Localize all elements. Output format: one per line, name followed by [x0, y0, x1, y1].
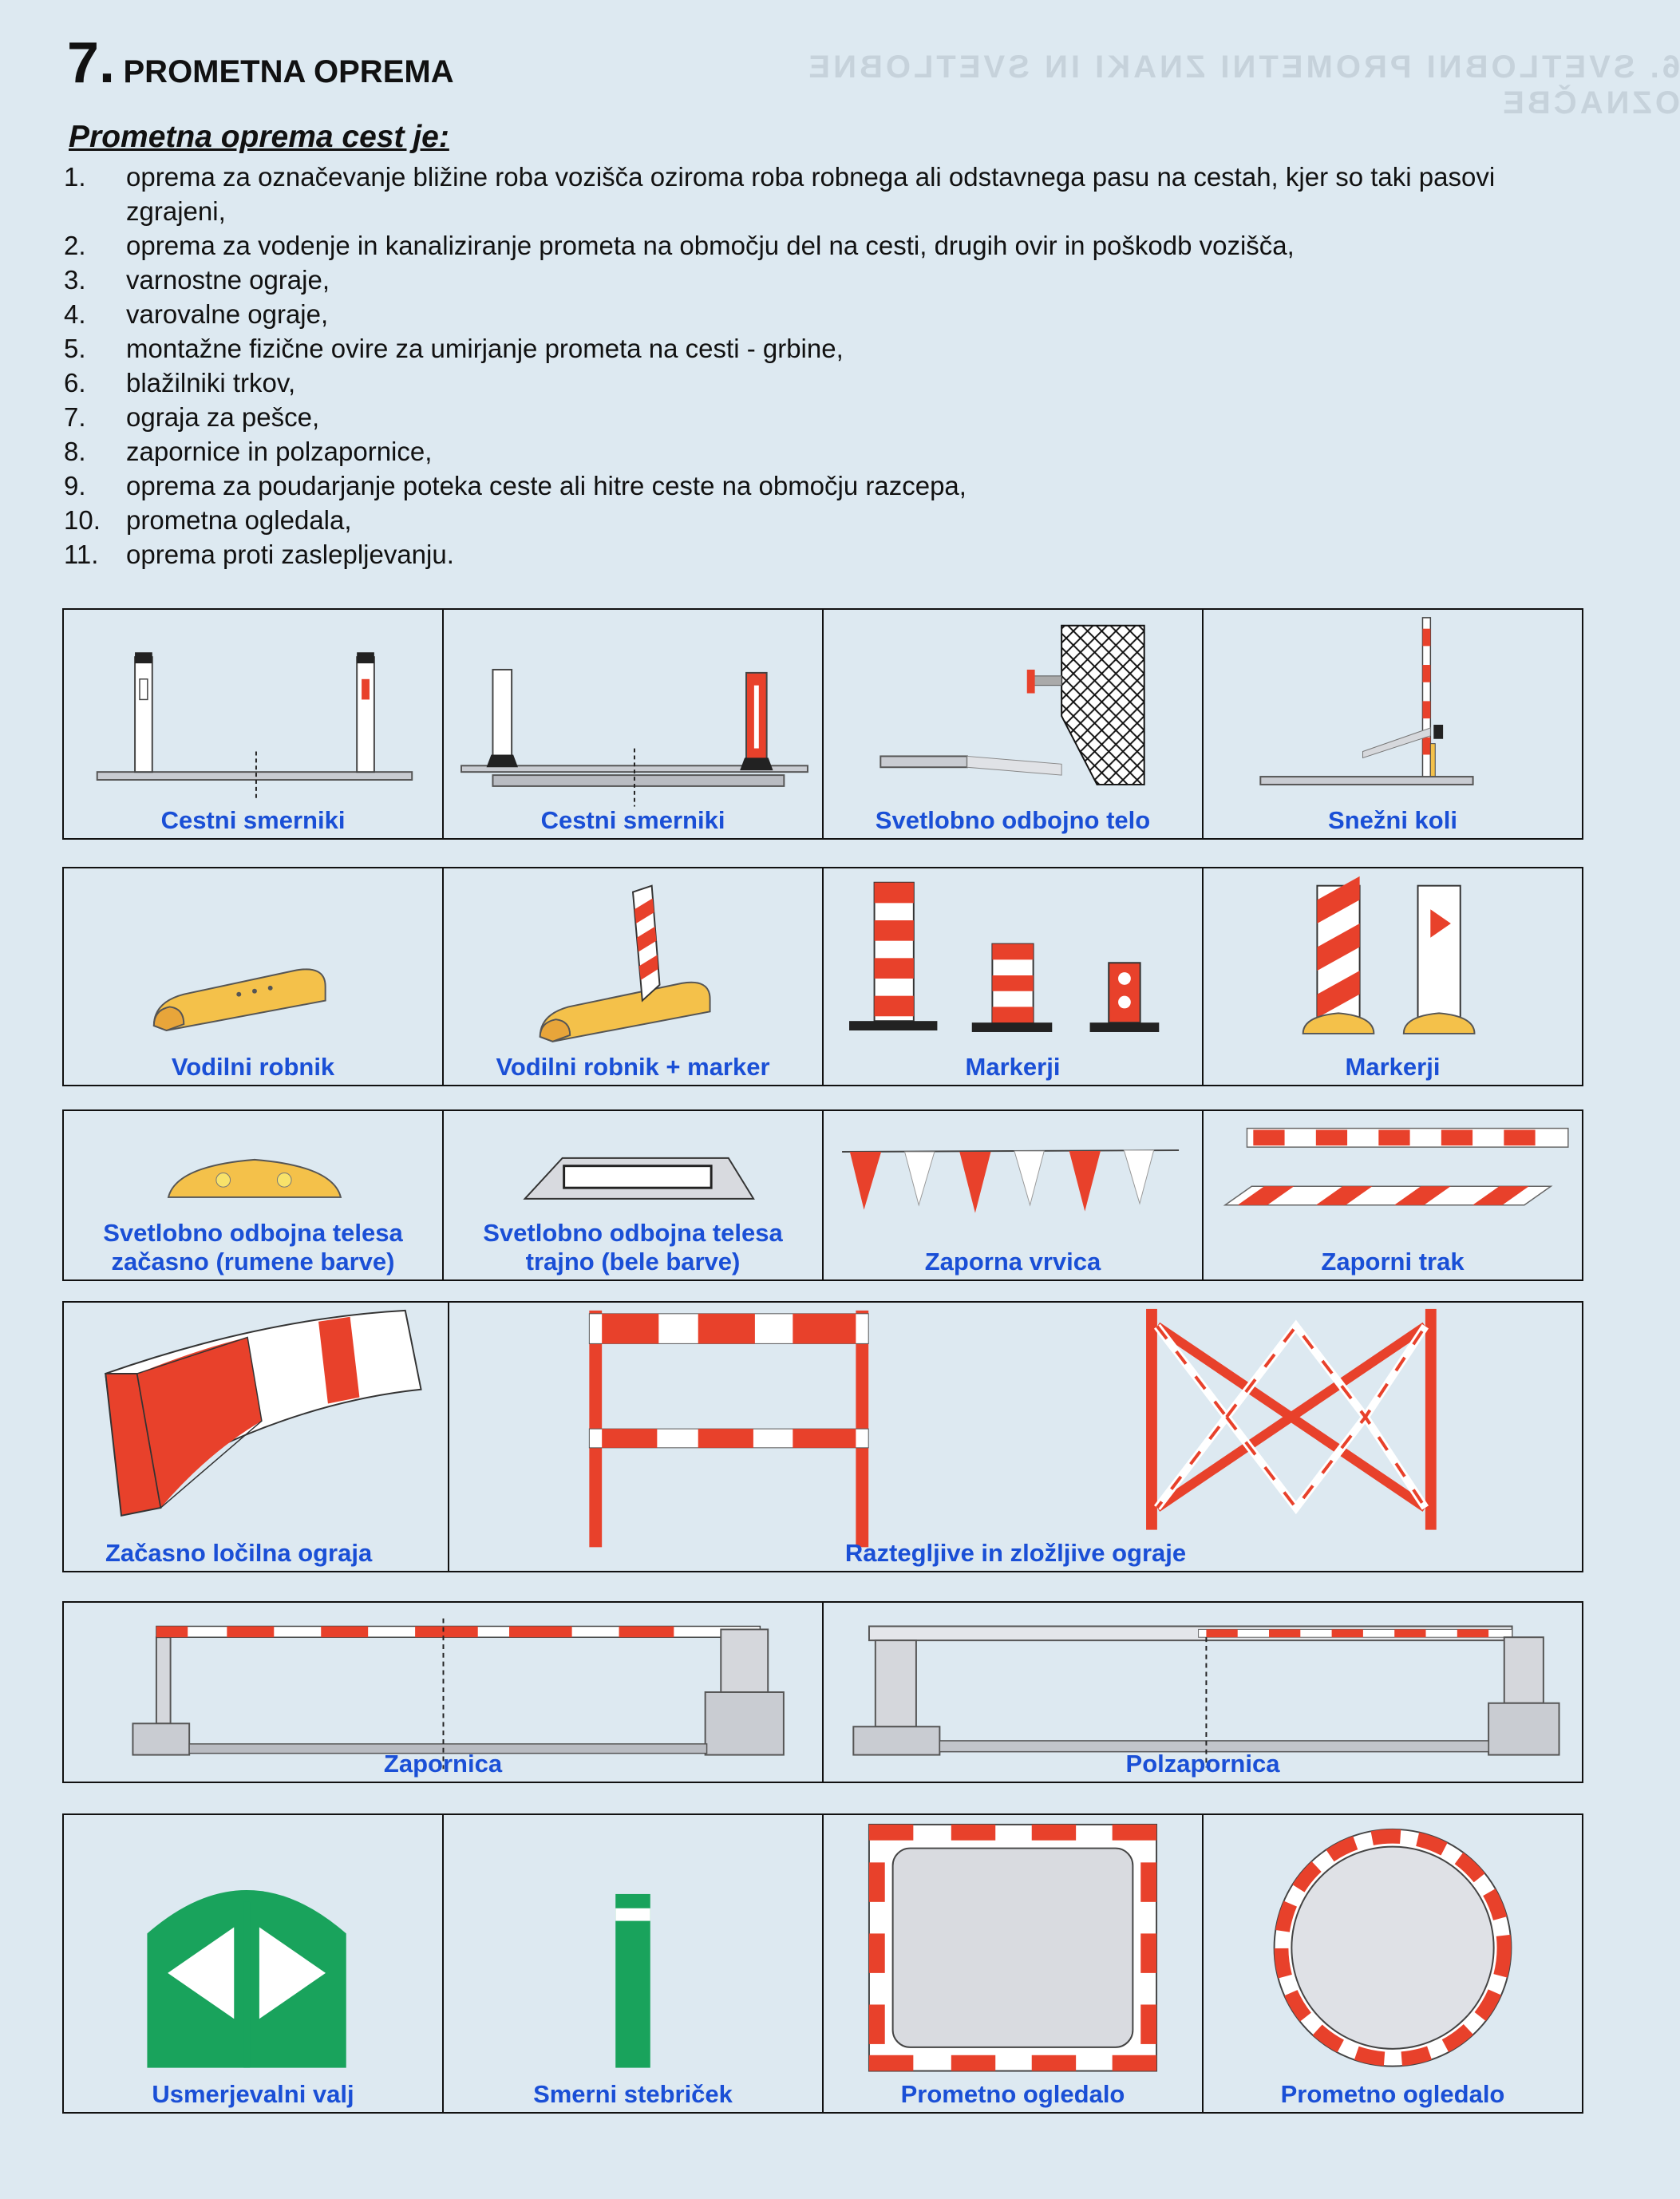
figure-row-1 [62, 608, 1583, 840]
chapter-number: 7. [67, 31, 116, 95]
figure-guide-kerb-marker [444, 868, 824, 1085]
caption: Polzapornica [1125, 1750, 1280, 1778]
list-item: 4. varovalne ograje, [64, 299, 329, 329]
bleed-through-title: 6. SVETLOBNI PROMETNI ZNAKI IN SVETLOBNE OZNAČBE [805, 49, 1680, 121]
figure-half-barrier [824, 1603, 1582, 1782]
list-item: 2. oprema za vodenje in kanaliziranje prometa na območju del na cesti, drugih ovir in poškodb vozišča, [64, 231, 1295, 260]
equipment-list [64, 160, 1580, 572]
figure-row-4 [62, 1301, 1583, 1572]
figure-row-5 [62, 1601, 1583, 1783]
caption: Zapornica [383, 1750, 503, 1778]
list-item: 10. prometna ogledala, [64, 505, 352, 535]
figure-guide-kerb [64, 868, 444, 1085]
figure-row-2 [62, 867, 1583, 1086]
figure-traffic-mirror-square [824, 1815, 1204, 2112]
caption: Markerji [1345, 1053, 1441, 1081]
list-item: 9. oprema za poudarjanje poteka ceste ali hitre ceste na območju razcepa, [64, 471, 966, 500]
caption: Markerji [965, 1053, 1061, 1081]
caption: Svetlobno odbojna telesa začasno (rumene barve) [103, 1219, 403, 1275]
caption: Svetlobno odbojna telesa trajno (bele barve) [483, 1219, 783, 1275]
caption: Vodilni robnik + marker [496, 1053, 770, 1081]
figure-traffic-mirror-round [1204, 1815, 1582, 2112]
figure-reflective-permanent [444, 1111, 824, 1279]
caption: Zaporni trak [1321, 1248, 1465, 1275]
figure-guide-post [444, 1815, 824, 2112]
section-subtitle: Prometna oprema cest je: [69, 120, 449, 154]
figure-road-delineators-b [444, 610, 824, 838]
separator-barrier-illustration [64, 1303, 448, 1571]
caption: Prometno ogledalo [1280, 2080, 1505, 2108]
list-item: 5. montažne fizične ovire za umirjanje prometa na cesti - grbine, [64, 334, 844, 363]
figure-temporary-separator [64, 1303, 449, 1571]
road-delineator-illustration [64, 610, 442, 838]
caption: Snežni koli [1328, 806, 1457, 834]
caption: Cestni smerniki [160, 806, 346, 834]
caption: Usmerjevalni valj [152, 2080, 354, 2108]
figure-extendable-barriers [449, 1303, 1582, 1571]
figure-row-3 [62, 1109, 1583, 1281]
figure-boom-barrier [64, 1603, 824, 1782]
round-mirror-illustration [1204, 1815, 1582, 2112]
square-mirror-illustration [824, 1815, 1202, 2112]
list-item: 11. oprema proti zaslepljevanju. [64, 540, 454, 569]
guide-cylinder-illustration [64, 1815, 442, 2112]
snow-pole-illustration [1204, 610, 1582, 838]
list-item: 6. blažilniki trkov, [64, 368, 296, 397]
list-item: 7. ograja za pešce, [64, 402, 320, 432]
caption: Zaporna vrvica [924, 1248, 1101, 1275]
reflective-body-illustration [824, 610, 1202, 838]
figure-snow-poles [1204, 610, 1582, 838]
road-delineator-illustration [444, 610, 822, 838]
figure-guide-cylinder [64, 1815, 444, 2112]
list-item: 8. zapornice in polzapornice, [64, 437, 433, 466]
figure-barrier-cord [824, 1111, 1204, 1279]
guide-post-illustration [444, 1815, 822, 2112]
figure-markers-b [1204, 868, 1582, 1085]
caption: Prometno ogledalo [900, 2080, 1125, 2108]
extendable-barrier-illustration [449, 1303, 1582, 1571]
figure-reflective-body [824, 610, 1204, 838]
caption: Vodilni robnik [171, 1053, 335, 1081]
figure-road-delineators-a [64, 610, 444, 838]
figure-row-6 [62, 1813, 1583, 2114]
caption: Cestni smerniki [540, 806, 725, 834]
caption: Začasno ločilna ograja [105, 1539, 373, 1567]
caption: Smerni stebriček [533, 2080, 733, 2108]
caption: Svetlobno odbojno telo [875, 806, 1151, 834]
list-item: 3. varnostne ograje, [64, 265, 330, 295]
list-item: 1. oprema za označevanje bližine roba vozišča oziroma roba robnega ali odstavnega pasu na cestah, kjer so taki pasovi zgrajeni, [64, 162, 1496, 226]
figure-barrier-tape [1204, 1111, 1582, 1279]
figure-reflective-temporary [64, 1111, 444, 1279]
caption: Raztegljive in zložljive ograje [844, 1539, 1187, 1567]
chapter-title: PROMETNA OPREMA [123, 54, 454, 89]
figure-markers-a [824, 868, 1204, 1085]
page-heading [67, 30, 454, 96]
